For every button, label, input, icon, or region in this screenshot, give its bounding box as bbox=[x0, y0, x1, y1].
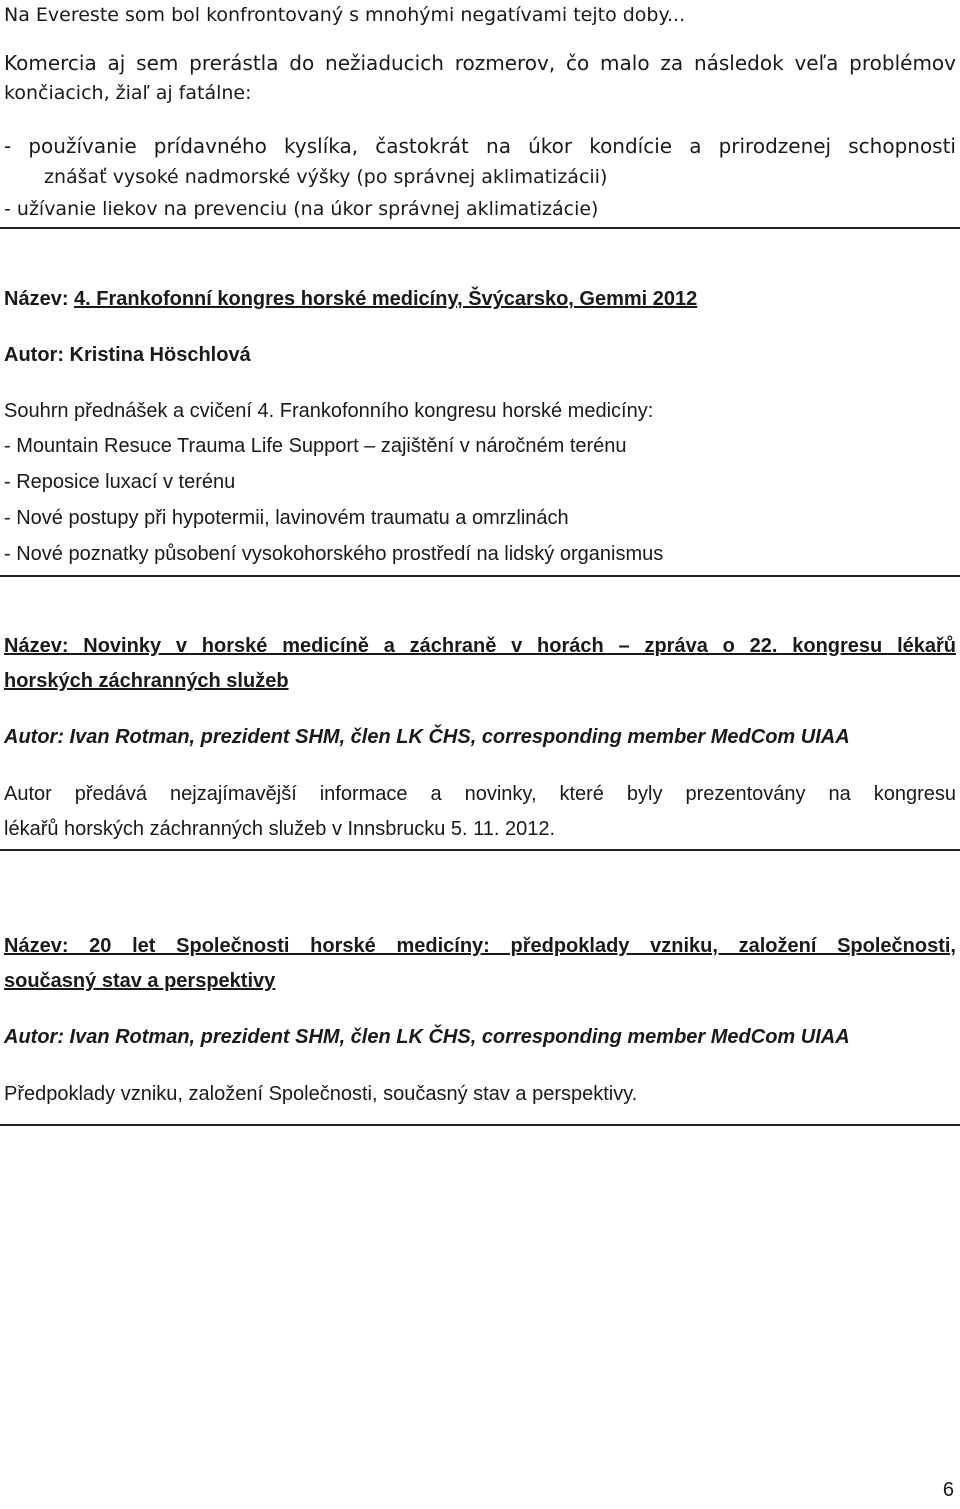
section-body: Předpoklady vzniku, založení Společnosti, současný stav a perspektivy. bbox=[4, 1083, 638, 1105]
section-title-continuation: horských záchranných služeb bbox=[4, 670, 289, 692]
section-divider bbox=[0, 575, 960, 577]
list-item: - Nové poznatky působení vysokohorského prostředí na lidský organismus bbox=[4, 543, 664, 565]
list-item: - Nové postupy při hypotermii, lavinovém traumatu a omrzlinách bbox=[4, 507, 569, 529]
intro-bullet: - používanie prídavného kyslíka, častokrát na úkor kondície a prirodzenej schopnosti bbox=[4, 134, 956, 158]
summary-intro: Souhrn přednášek a cvičení 4. Frankofonního kongresu horské medicíny: bbox=[4, 400, 654, 422]
list-item: - Mountain Resuce Trauma Life Support – zajištění v náročném terénu bbox=[4, 435, 627, 457]
section-divider bbox=[0, 227, 960, 229]
title-label: Název: bbox=[4, 288, 75, 310]
title-text: 4. Frankofonní kongres horské medicíny, Švýcarsko, Gemmi 2012 bbox=[74, 288, 698, 310]
section-divider bbox=[0, 1124, 960, 1126]
section-author: Autor: Ivan Rotman, prezident SHM, člen LK ČHS, corresponding member MedCom UIAA bbox=[4, 726, 850, 748]
list-item: - Reposice luxací v terénu bbox=[4, 471, 236, 493]
page-number: 6 bbox=[942, 1479, 954, 1501]
intro-paragraph-line: Komercia aj sem prerástla do nežiaducich rozmerov, čo malo za následok veľa problémov bbox=[4, 51, 956, 75]
intro-line: Na Evereste som bol konfrontovaný s mnohými negatívami tejto doby... bbox=[4, 4, 686, 26]
section-body: Autor předává nejzajímavější informace a novinky, které byly prezentovány na kongresu bbox=[4, 783, 956, 805]
intro-bullet-continuation: znášať vysoké nadmorské výšky (po správnej aklimatizácii) bbox=[44, 166, 608, 188]
section-title-continuation: současný stav a perspektivy bbox=[4, 970, 276, 992]
section-title: Název: Novinky v horské medicíně a záchraně v horách – zpráva o 22. kongresu lékařů bbox=[4, 635, 956, 657]
section-title: Název: 20 let Společnosti horské medicíny: předpoklady vzniku, založení Společnosti, bbox=[4, 935, 956, 957]
section-author: Autor: Ivan Rotman, prezident SHM, člen LK ČHS, corresponding member MedCom UIAA bbox=[4, 1026, 850, 1048]
section-author: Autor: Kristina Höschlová bbox=[4, 344, 251, 366]
intro-bullet: - užívanie liekov na prevenciu (na úkor správnej aklimatizácie) bbox=[4, 198, 599, 220]
section-divider bbox=[0, 849, 960, 851]
section-title bbox=[4, 286, 697, 312]
section-body: lékařů horských záchranných služeb v Innsbrucku 5. 11. 2012. bbox=[4, 818, 556, 840]
intro-paragraph-line: končiacich, žiaľ aj fatálne: bbox=[4, 82, 252, 104]
